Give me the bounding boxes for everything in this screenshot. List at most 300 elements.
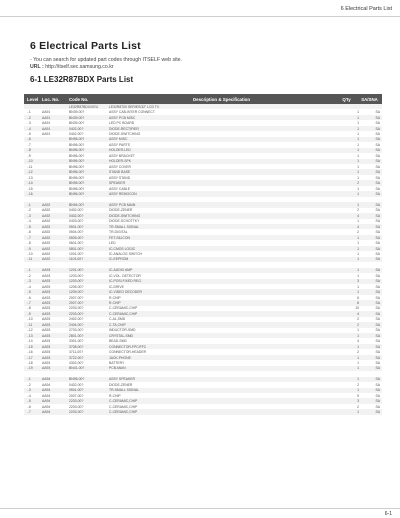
cell-qty: 1 bbox=[357, 344, 359, 349]
cell-qty: 8 bbox=[357, 301, 359, 306]
cell-loc-no: AA92 bbox=[42, 202, 51, 207]
cell-description: DIODE-ZENER bbox=[109, 382, 133, 387]
cell-level: ..5 bbox=[27, 224, 31, 229]
cell-code-no: 0402-00? bbox=[69, 126, 84, 131]
cell-qty: 2 bbox=[357, 317, 359, 322]
cell-sa-sna: SA bbox=[375, 290, 380, 295]
cell-description: DIODE-RECTIFIER bbox=[109, 126, 139, 131]
cell-level: ..7 bbox=[27, 301, 31, 306]
cell-description: LE32R8700 SERIES/32" LCD TV bbox=[109, 104, 160, 109]
table-row bbox=[24, 388, 382, 393]
cell-description: INDUCTOR-SMD bbox=[109, 328, 136, 333]
cell-sa-sna: SA bbox=[375, 317, 380, 322]
cell-level: ..14 bbox=[27, 339, 33, 344]
table-row bbox=[24, 333, 382, 338]
col-sa-sna: SA/SNA bbox=[361, 96, 378, 102]
cell-code-no: BN96-00? bbox=[69, 175, 85, 180]
cell-sa-sna: SA bbox=[375, 311, 380, 316]
table-row bbox=[24, 191, 382, 196]
cell-sa-sna: SA bbox=[375, 273, 380, 278]
cell-description: ASSY STAND bbox=[109, 175, 131, 180]
table-row bbox=[24, 295, 382, 300]
table-row bbox=[24, 142, 382, 147]
cell-qty: 2 bbox=[357, 181, 359, 186]
cell-code-no: BN96-00? bbox=[69, 137, 85, 142]
table-row bbox=[24, 251, 382, 256]
cell-description: IC-ANALOG SWITCH bbox=[109, 251, 142, 256]
section-title: 6-1 LE32R87BDX Parts List bbox=[30, 75, 134, 84]
cell-sa-sna: SA bbox=[375, 181, 380, 186]
cell-qty: 4 bbox=[357, 224, 359, 229]
cell-loc-no: AA94 bbox=[42, 393, 51, 398]
cell-sa-sna: SA bbox=[375, 115, 380, 120]
cell-description: ASSY PARTS bbox=[109, 142, 130, 147]
cell-code-no: 0402-00? bbox=[69, 213, 84, 218]
table-row bbox=[24, 289, 382, 294]
table-row bbox=[24, 409, 382, 414]
cell-loc-no: AA94 bbox=[42, 377, 51, 382]
cell-qty: 1 bbox=[357, 110, 359, 115]
cell-code-no: 1201-00? bbox=[69, 268, 84, 273]
cell-sa-sna: SA bbox=[375, 213, 380, 218]
cell-qty: 1 bbox=[357, 137, 359, 142]
table-row bbox=[24, 219, 382, 224]
cell-code-no: BN96-00? bbox=[69, 142, 85, 147]
cell-description: ASSY CABLE bbox=[109, 186, 131, 191]
cell-description: C-CERAMIC,CHIP bbox=[109, 399, 138, 404]
cell-code-no: 0505-00? bbox=[69, 235, 84, 240]
cell-qty: 1 bbox=[357, 164, 359, 169]
cell-loc-no: AA93 bbox=[42, 350, 51, 355]
cell-description: DIODE-SWITCHING bbox=[109, 131, 141, 136]
cell-level: ..15 bbox=[27, 344, 33, 349]
cell-qty: 1 bbox=[357, 290, 359, 295]
table-row bbox=[24, 317, 382, 322]
table-row bbox=[24, 240, 382, 245]
cell-description: HOLDER-LED bbox=[109, 148, 131, 153]
cell-description: DIODE-ZENER bbox=[109, 208, 133, 213]
cell-code-no: BN96-00? bbox=[69, 164, 85, 169]
cell-code-no: 1001-00? bbox=[69, 251, 84, 256]
cell-description: STAND BASE bbox=[109, 170, 131, 175]
table-row bbox=[24, 148, 382, 153]
cell-loc-no: AA92 bbox=[42, 219, 51, 224]
cell-code-no: 3301-00? bbox=[69, 339, 84, 344]
cell-code-no: 0601-00? bbox=[69, 241, 84, 246]
cell-code-no: BN39-00? bbox=[69, 115, 85, 120]
cell-code-no: BN96-00? bbox=[69, 186, 85, 191]
cell-loc-no: AA93 bbox=[42, 284, 51, 289]
cell-description: PCB-MAIN bbox=[109, 366, 126, 371]
cell-code-no: 0402-00? bbox=[69, 131, 84, 136]
cell-description: C-CERAMIC,CHIP bbox=[109, 410, 138, 415]
cell-level: ..19 bbox=[27, 366, 33, 371]
cell-code-no: 2007-00? bbox=[69, 295, 84, 300]
cell-code-no: BN96-00? bbox=[69, 153, 85, 158]
cell-description: BATTERY bbox=[109, 361, 125, 366]
cell-level: ..10 bbox=[27, 317, 33, 322]
cell-loc-no: AA93 bbox=[42, 301, 51, 306]
cell-level: ..4 bbox=[27, 219, 31, 224]
cell-sa-sna: SA bbox=[375, 241, 380, 246]
cell-description: DIODE-SWITCHING bbox=[109, 213, 141, 218]
table-row bbox=[24, 175, 382, 180]
footer-rule bbox=[0, 508, 400, 509]
cell-code-no: 2203-00? bbox=[69, 410, 84, 415]
cell-sa-sna: SA bbox=[375, 268, 380, 273]
cell-qty: 1 bbox=[357, 268, 359, 273]
cell-qty: 1 bbox=[357, 377, 359, 382]
cell-sa-sna: SA bbox=[375, 328, 380, 333]
cell-code-no: 0501-00? bbox=[69, 224, 84, 229]
cell-sa-sna: SA bbox=[375, 251, 380, 256]
table-row bbox=[24, 120, 382, 125]
cell-qty: 3 bbox=[357, 279, 359, 284]
cell-sa-sna: SA bbox=[375, 361, 380, 366]
table-row bbox=[24, 366, 382, 371]
cell-loc-no: AA92 bbox=[42, 208, 51, 213]
cell-level: ..15 bbox=[27, 186, 33, 191]
table-row bbox=[24, 398, 382, 403]
cell-code-no: 3708-00? bbox=[69, 344, 84, 349]
cell-qty: 1 bbox=[357, 148, 359, 153]
cell-loc-no: AA94 bbox=[42, 404, 51, 409]
cell-description: LED PC BOARD bbox=[109, 121, 135, 126]
cell-qty: 2 bbox=[357, 350, 359, 355]
cell-loc-no: AA93 bbox=[42, 355, 51, 360]
search-note: - You can search for updated part codes through ITSELF web site. bbox=[30, 57, 182, 63]
cell-loc-no: AA93 bbox=[42, 273, 51, 278]
cell-loc-no: AA93 bbox=[42, 322, 51, 327]
cell-level: ..18 bbox=[27, 361, 33, 366]
cell-description: CRYSTAL-SMD bbox=[109, 333, 133, 338]
table-row bbox=[24, 109, 382, 114]
cell-level: ..1 bbox=[27, 377, 31, 382]
cell-loc-no: AA91 bbox=[42, 126, 51, 131]
table-row bbox=[24, 202, 382, 207]
table-row bbox=[24, 349, 382, 354]
cell-qty: 1 bbox=[357, 246, 359, 251]
cell-code-no: BN96-00? bbox=[69, 170, 85, 175]
cell-qty: 1 bbox=[357, 186, 359, 191]
cell-qty: 2 bbox=[357, 382, 359, 387]
cell-code-no: 1205-00? bbox=[69, 284, 84, 289]
table-row bbox=[24, 153, 382, 158]
cell-description: R-CHIP bbox=[109, 301, 121, 306]
cell-code-no: 1209-00? bbox=[69, 290, 84, 295]
cell-description: BEAD-SMD bbox=[109, 339, 127, 344]
cell-loc-no: AA91 bbox=[42, 131, 51, 136]
cell-qty: 2 bbox=[357, 208, 359, 213]
cell-code-no: 4302-00? bbox=[69, 361, 84, 366]
cell-sa-sna: SA bbox=[375, 399, 380, 404]
cell-level: ..1 bbox=[27, 110, 31, 115]
cell-qty: 1 bbox=[357, 142, 359, 147]
cell-code-no: 2203-00? bbox=[69, 399, 84, 404]
cell-level: ..9 bbox=[27, 153, 31, 158]
cell-qty: 6 bbox=[357, 295, 359, 300]
cell-qty: 1 bbox=[357, 126, 359, 131]
cell-loc-no: AA94 bbox=[42, 399, 51, 404]
cell-code-no: 0402-00? bbox=[69, 208, 84, 213]
cell-description: TR-SMALL SIGNAL bbox=[109, 224, 140, 229]
cell-description: C-AL,SMD bbox=[109, 317, 126, 322]
cell-loc-no: AA93 bbox=[42, 268, 51, 273]
cell-level: ..12 bbox=[27, 328, 33, 333]
table-row bbox=[24, 328, 382, 333]
cell-code-no: BN39-00? bbox=[69, 121, 85, 126]
cell-level: ..17 bbox=[27, 355, 33, 360]
cell-sa-sna: SA bbox=[375, 235, 380, 240]
cell-loc-no: AA91 bbox=[42, 110, 51, 115]
cell-qty: 1 bbox=[357, 410, 359, 415]
cell-description: IC-EEPROM bbox=[109, 257, 129, 262]
cell-qty: 2 bbox=[357, 322, 359, 327]
cell-loc-no: AA93 bbox=[42, 306, 51, 311]
cell-level: ..2 bbox=[27, 273, 31, 278]
cell-description: ASSY MISC bbox=[109, 137, 128, 142]
cell-description: C-CERAMIC,CHIP bbox=[109, 306, 138, 311]
cell-sa-sna: SA bbox=[375, 175, 380, 180]
cell-sa-sna: SA bbox=[375, 224, 380, 229]
cell-qty: 10 bbox=[355, 306, 359, 311]
col-code-no: Code No. bbox=[69, 96, 89, 102]
cell-qty: 4 bbox=[357, 311, 359, 316]
table-row bbox=[24, 344, 382, 349]
table-header bbox=[24, 94, 382, 104]
cell-sa-sna: SA bbox=[375, 366, 380, 371]
cell-description: ASSY PCB MISC bbox=[109, 115, 136, 120]
cell-description: CONNECTOR-FPC/FFC bbox=[109, 344, 147, 349]
cell-level: ..5 bbox=[27, 399, 31, 404]
url-note bbox=[30, 64, 114, 70]
cell-loc-no: AA91 bbox=[42, 115, 51, 120]
cell-sa-sna: SA bbox=[375, 393, 380, 398]
table-row bbox=[24, 284, 382, 289]
table-row bbox=[24, 115, 382, 120]
cell-description: ASSY COVER bbox=[109, 164, 131, 169]
cell-qty: 1 bbox=[357, 361, 359, 366]
cell-sa-sna: SA bbox=[375, 126, 380, 131]
cell-loc-no: AA92 bbox=[42, 257, 51, 262]
table-row bbox=[24, 180, 382, 185]
col-loc-no: Loc. No. bbox=[42, 96, 60, 102]
cell-sa-sna: SA bbox=[375, 131, 380, 136]
table-row bbox=[24, 404, 382, 409]
cell-code-no: 2404-00? bbox=[69, 322, 84, 327]
cell-loc-no: AA92 bbox=[42, 251, 51, 256]
cell-level: ..9 bbox=[27, 246, 31, 251]
cell-qty: 1 bbox=[357, 284, 359, 289]
table-row bbox=[24, 246, 382, 251]
table-row bbox=[24, 164, 382, 169]
cell-sa-sna: SA bbox=[375, 202, 380, 207]
cell-description: HOLDER-SPK bbox=[109, 159, 132, 164]
cell-qty: 4 bbox=[357, 339, 359, 344]
cell-level: ..6 bbox=[27, 295, 31, 300]
cell-loc-no: AA93 bbox=[42, 361, 51, 366]
cell-level: ..10 bbox=[27, 251, 33, 256]
cell-loc-no: AA93 bbox=[42, 290, 51, 295]
cell-sa-sna: SA bbox=[375, 230, 380, 235]
cell-level: ..6 bbox=[27, 404, 31, 409]
cell-description: ASSY CAB-INTER CONNECT bbox=[109, 110, 155, 115]
cell-qty: 3 bbox=[357, 399, 359, 404]
table-row bbox=[24, 300, 382, 305]
cell-level: ..6 bbox=[27, 137, 31, 142]
cell-level: ..7 bbox=[27, 410, 31, 415]
table-body bbox=[24, 104, 382, 415]
cell-code-no: 0501-00? bbox=[69, 388, 84, 393]
cell-code-no: 1203-00? bbox=[69, 273, 84, 278]
cell-code-no: 2203-00? bbox=[69, 311, 84, 316]
table-row bbox=[24, 382, 382, 387]
cell-code-no: 2203-00? bbox=[69, 306, 84, 311]
cell-description: C-CERAMIC,CHIP bbox=[109, 404, 138, 409]
cell-description: FET-SILICON bbox=[109, 235, 130, 240]
cell-level: ..8 bbox=[27, 241, 31, 246]
cell-qty: 1 bbox=[357, 328, 359, 333]
cell-qty: 1 bbox=[357, 388, 359, 393]
cell-qty: 1 bbox=[357, 170, 359, 175]
cell-sa-sna: SA bbox=[375, 350, 380, 355]
cell-level: ..7 bbox=[27, 235, 31, 240]
cell-loc-no: AA92 bbox=[42, 213, 51, 218]
cell-sa-sna: SA bbox=[375, 355, 380, 360]
cell-code-no: 1103-00? bbox=[69, 257, 84, 262]
cell-loc-no: AA94 bbox=[42, 388, 51, 393]
cell-sa-sna: SA bbox=[375, 404, 380, 409]
table-row bbox=[24, 393, 382, 398]
cell-code-no: BN96-00? bbox=[69, 181, 85, 186]
col-description: Description & Specification bbox=[192, 96, 251, 102]
cell-sa-sna: SA bbox=[375, 333, 380, 338]
cell-loc-no: AA91 bbox=[42, 121, 51, 126]
cell-level: ..16 bbox=[27, 191, 33, 196]
cell-code-no: BN39-00? bbox=[69, 110, 85, 115]
page-title: 6 Electrical Parts List bbox=[30, 40, 141, 52]
cell-level: ..5 bbox=[27, 131, 31, 136]
cell-sa-sna: SA bbox=[375, 382, 380, 387]
cell-code-no: 0801-00? bbox=[69, 246, 84, 251]
cell-description: JACK-PHONE bbox=[109, 355, 131, 360]
cell-code-no: 2801-00? bbox=[69, 333, 84, 338]
cell-code-no: 2402-00? bbox=[69, 317, 84, 322]
table-row bbox=[24, 131, 382, 136]
cell-code-no: 2007-00? bbox=[69, 301, 84, 306]
cell-code-no: 2703-00? bbox=[69, 328, 84, 333]
cell-description: IC-DRIVE bbox=[109, 284, 124, 289]
cell-qty: 1 bbox=[357, 175, 359, 180]
cell-code-no: 2007-00? bbox=[69, 393, 84, 398]
cell-qty: 2 bbox=[357, 404, 359, 409]
cell-code-no: BN96-00? bbox=[69, 148, 85, 153]
cell-level: ..16 bbox=[27, 350, 33, 355]
cell-qty: 1 bbox=[357, 355, 359, 360]
cell-sa-sna: SA bbox=[375, 153, 380, 158]
url-link[interactable]: http://itself.sec.samsung.co.kr bbox=[45, 64, 114, 70]
cell-qty: 1 bbox=[357, 219, 359, 224]
cell-code-no: 0402-00? bbox=[69, 382, 84, 387]
cell-loc-no: AA92 bbox=[42, 246, 51, 251]
table-row bbox=[24, 208, 382, 213]
cell-qty: 1 bbox=[357, 159, 359, 164]
table-row bbox=[24, 355, 382, 360]
cell-loc-no: AA93 bbox=[42, 311, 51, 316]
cell-qty: 1 bbox=[357, 241, 359, 246]
cell-code-no: 0504-00? bbox=[69, 230, 84, 235]
cell-code-no: 3711-00? bbox=[69, 350, 84, 355]
table-row bbox=[24, 235, 382, 240]
cell-description: ASSY REMOCON bbox=[109, 191, 137, 196]
table-row bbox=[24, 279, 382, 284]
cell-level: ..6 bbox=[27, 230, 31, 235]
table-row bbox=[24, 169, 382, 174]
cell-level: ..3 bbox=[27, 213, 31, 218]
cell-description: TR-DIGITAL bbox=[109, 230, 128, 235]
cell-loc-no: AA93 bbox=[42, 333, 51, 338]
cell-loc-no: AA92 bbox=[42, 241, 51, 246]
cell-description: LED bbox=[109, 241, 116, 246]
cell-description: IC-CMOS LOGIC bbox=[109, 246, 136, 251]
cell-level: ..14 bbox=[27, 181, 33, 186]
cell-level: ..4 bbox=[27, 284, 31, 289]
url-label: URL : bbox=[30, 64, 44, 70]
cell-level: ..1 bbox=[27, 202, 31, 207]
table-row bbox=[24, 377, 382, 382]
cell-loc-no: AA93 bbox=[42, 279, 51, 284]
cell-qty: 1 bbox=[357, 235, 359, 240]
cell-qty: 4 bbox=[357, 213, 359, 218]
cell-sa-sna: SA bbox=[375, 148, 380, 153]
cell-loc-no: AA92 bbox=[42, 230, 51, 235]
cell-sa-sna: SA bbox=[375, 306, 380, 311]
cell-code-no: 0403-00? bbox=[69, 219, 84, 224]
cell-sa-sna: SA bbox=[375, 410, 380, 415]
cell-qty: 1 bbox=[357, 191, 359, 196]
cell-qty: 1 bbox=[357, 257, 359, 262]
cell-sa-sna: SA bbox=[375, 339, 380, 344]
cell-description: ASSY BRACKET bbox=[109, 153, 135, 158]
table-row bbox=[24, 126, 382, 131]
cell-loc-no: AA93 bbox=[42, 344, 51, 349]
cell-qty: 1 bbox=[357, 131, 359, 136]
cell-description: DIODE-SCHOTTKY bbox=[109, 219, 140, 224]
col-level: Level bbox=[27, 96, 39, 102]
cell-qty: 5 bbox=[357, 393, 359, 398]
cell-level: ..11 bbox=[27, 164, 33, 169]
cell-code-no: BN94-00? bbox=[69, 202, 85, 207]
cell-code-no: 3722-00? bbox=[69, 355, 84, 360]
cell-level: ..5 bbox=[27, 290, 31, 295]
table-row bbox=[24, 224, 382, 229]
cell-sa-sna: SA bbox=[375, 110, 380, 115]
col-qty: Q'ty bbox=[342, 96, 351, 102]
cell-qty: 2 bbox=[357, 230, 359, 235]
cell-code-no: 2203-00? bbox=[69, 404, 84, 409]
cell-level: ..12 bbox=[27, 170, 33, 175]
cell-description: R-CHIP bbox=[109, 393, 121, 398]
cell-sa-sna: SA bbox=[375, 137, 380, 142]
cell-description: CONNECTOR-HEADER bbox=[109, 350, 147, 355]
cell-description: ASSY PCB MAIN bbox=[109, 202, 136, 207]
cell-qty: 1 bbox=[357, 115, 359, 120]
cell-level: ..2 bbox=[27, 115, 31, 120]
cell-level: ..1 bbox=[27, 268, 31, 273]
table-row bbox=[24, 213, 382, 218]
cell-level: ..13 bbox=[27, 333, 33, 338]
cell-description: SPEAKER bbox=[109, 181, 126, 186]
